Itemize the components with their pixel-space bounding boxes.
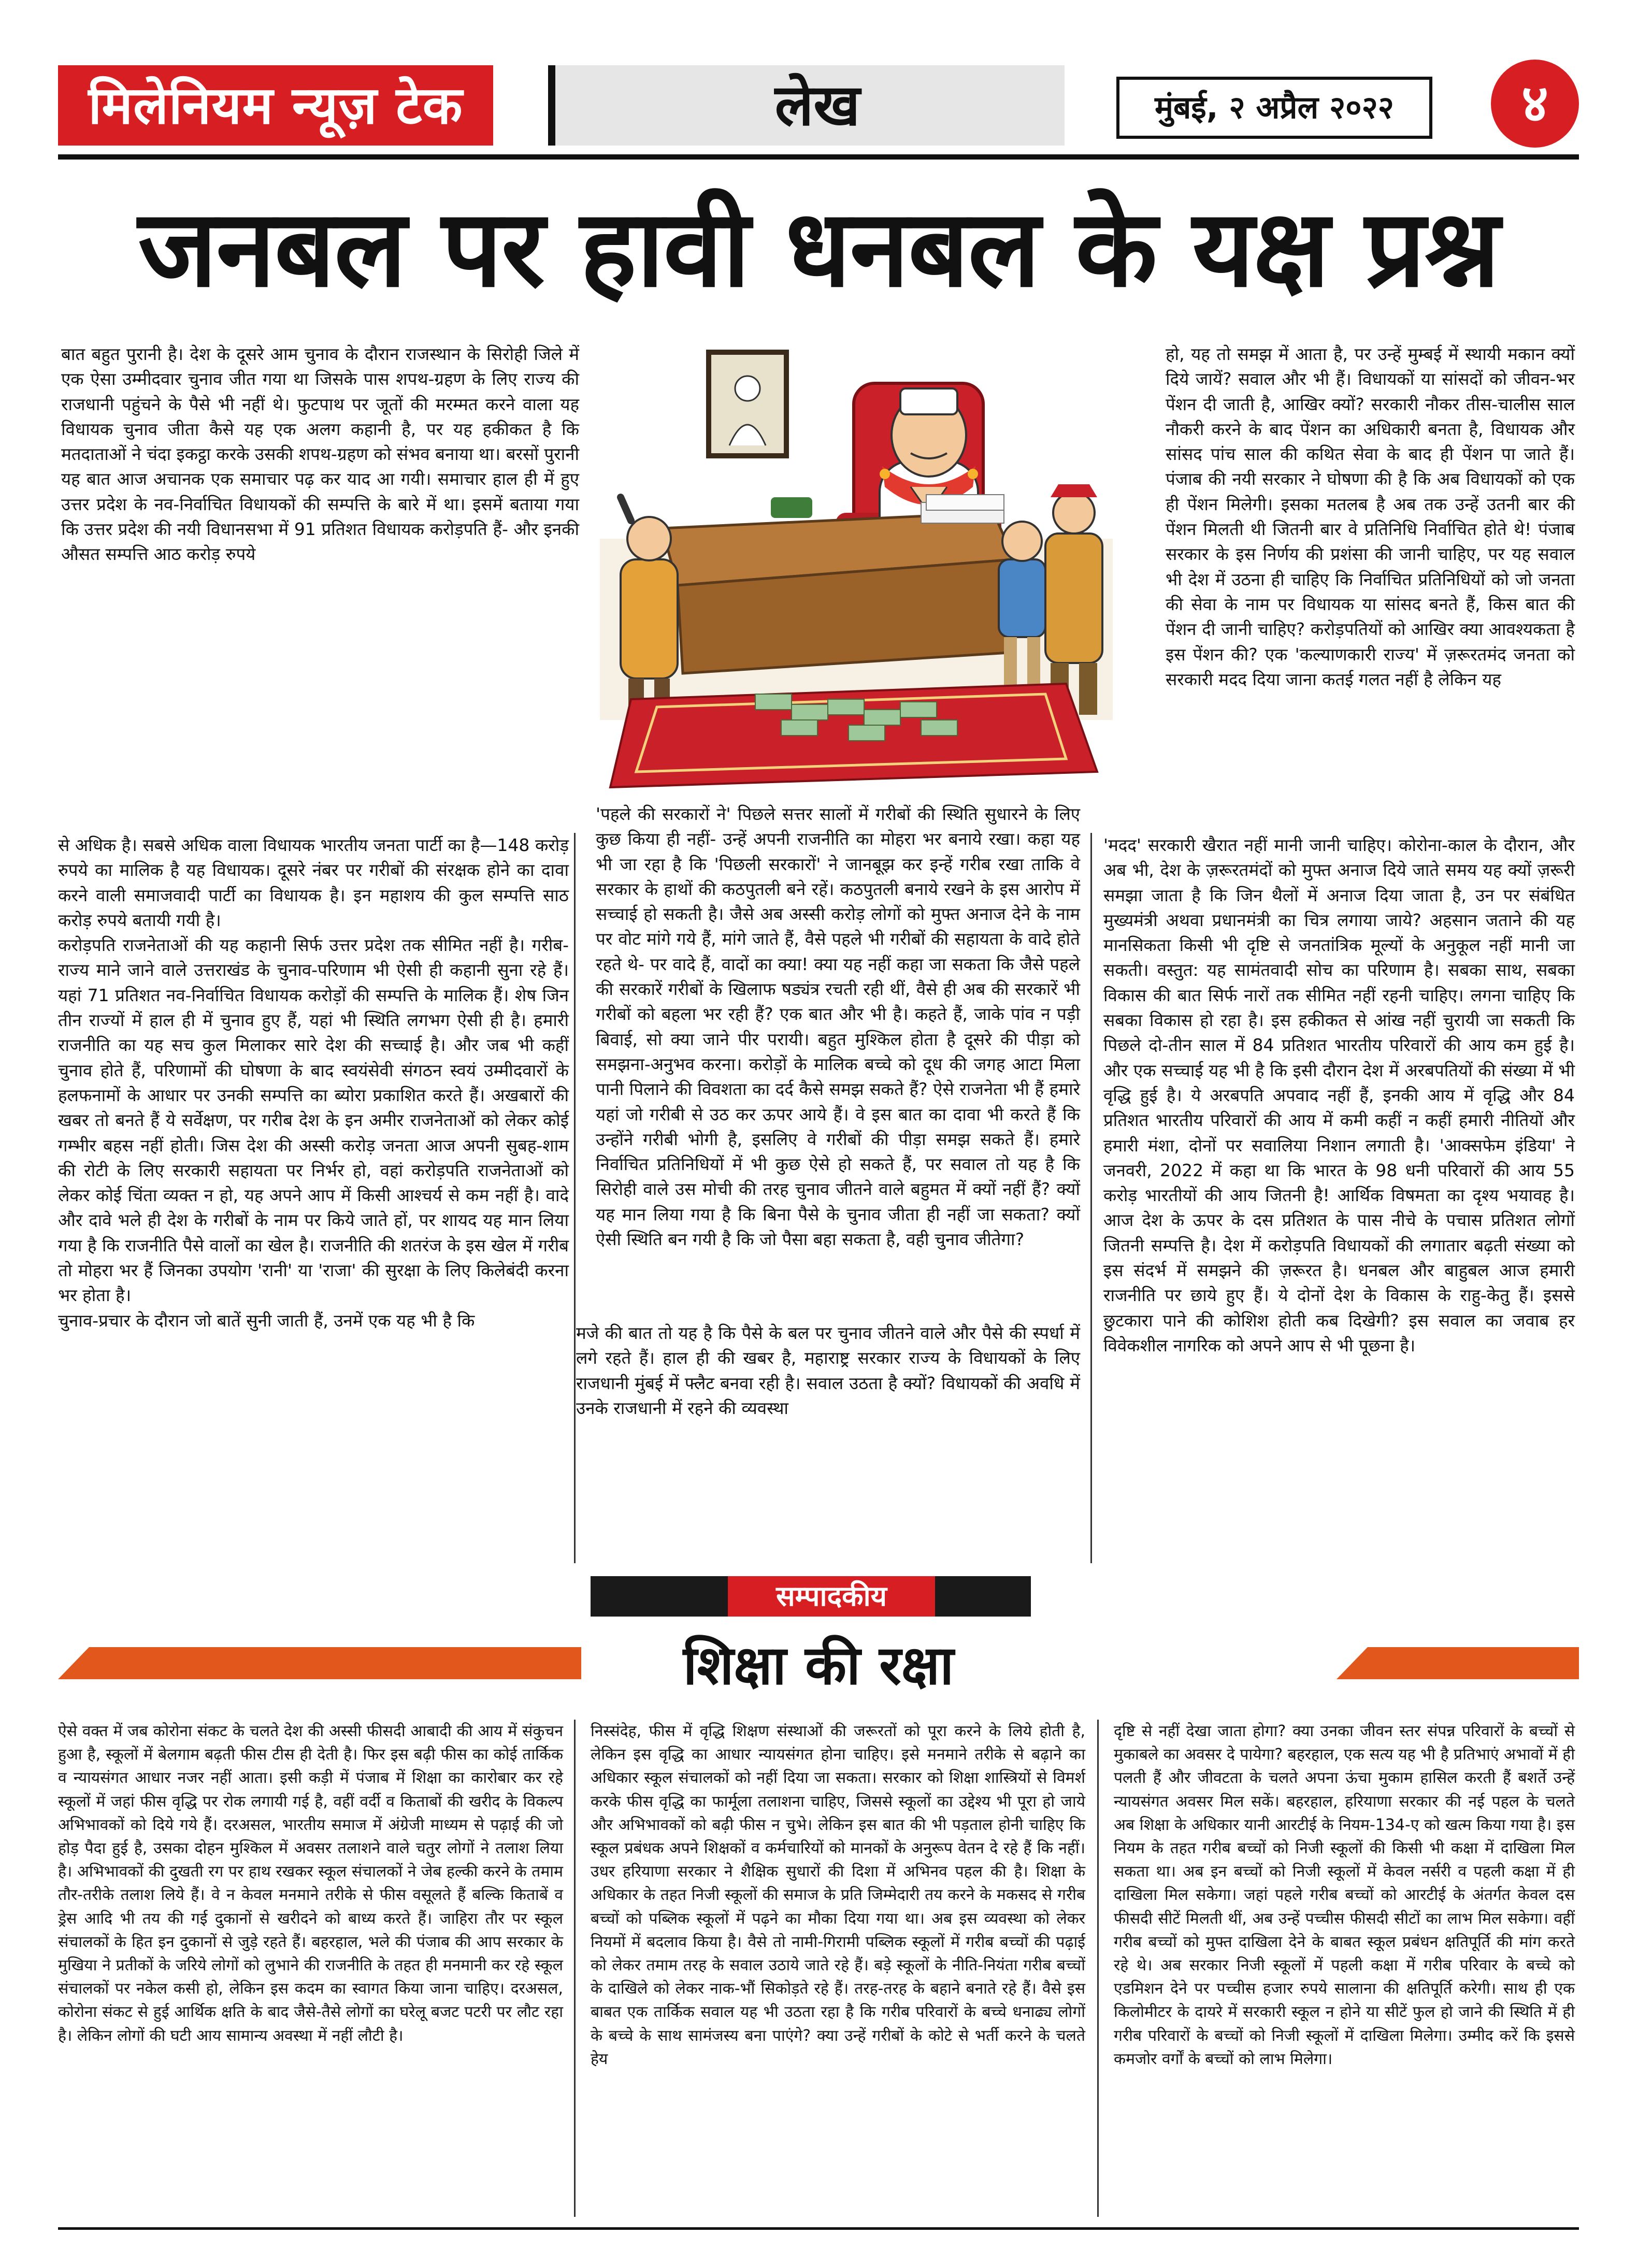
masthead-rule	[58, 154, 1579, 160]
editorial-paragraph: ऐसे वक्त में जब कोरोना संकट के चलते देश की अस्सी फीसदी आबादी की आय में संकुचन हुआ है, स्कूलों में बेलगाम बढ़ती फीस टीस ही देती है। फिर इस बढ़ी फीस का कोई तार्किक व न्यायसंगत आधार नजर नहीं आता। इसी कड़ी में पंजाब में शिक्षा का कारोबार कर रहे स्कूलों में जहां फीस वृद्धि पर रोक लगायी गई है, वहीं वर्दी व किताबों की खरीद के विकल्प अभिभावकों को दिये गये हैं। दरअसल, भारतीय समाज में अंग्रेजी माध्यम से पढ़ाई की जो होड़ पैदा हुई है, उसका दोहन मुश्किल में अवसर तलाशने वाले चतुर लोगों ने तलाश लिया है। अभिभावकों की दुखती रग पर हाथ रखकर स्कूल संचालकों ने जेब हल्की करने के तमाम तौर-तरीके तलाश लिये हैं। वे न केवल मनमाने तरीके से फीस वसूलते हैं बल्कि किताबें व ड्रेस आदि भी तय की गई दुकानों से खरीदने को बाध्य करते हैं। जाहिरा तौर पर स्कूल संचालकों के हित इन दुकानों से जुड़े रहते हैं। बहरहाल, भले की पंजाब की आप सरकार के मुखिया ने प्रतीकों के जरिये लोगों को लुभाने की राजनीति के तहत ही मनमानी कर रहे स्कूल संचालकों पर नकेल कसी हो, लेकिन इस कदम का स्वागत किया जाना चाहिए। दरअसल, कोरोना संकट से हुई आर्थिक क्षति के बाद जैसे-तैसे लोगों का घरेलू बजट पटरी पर लौट रहा है। लेकिन लोगों की घटी आय सामान्य अवस्था में नहीं लौटी है।	[58, 1722, 563, 2045]
article-paragraph: हो, यह तो समझ में आता है, पर उन्हें मुम्बई में स्थायी मकान क्यों दिये जायें? सवाल और भी हैं। विधायकों या सांसदों को जीवन-भर पेंशन दी जाती है, आखिर क्यों? सरकारी नौकर तीस-चालीस साल नौकरी करने के बाद पेंशन का अधिकारी बनता है, विधायक और सांसद पांच साल की कथित सेवा के बाद ही पेंशन पा जाते हैं। पंजाब की नयी सरकार ने घोषणा की है कि अब विधायकों को एक ही पेंशन मिलेगी। इसका मतलब है अब तक उन्हें उतनी बार की पेंशन मिलती थी जितनी बार वे प्रतिनिधि निर्वाचित होते थे! पंजाब सरकार के इस निर्णय की प्रशंसा की जानी चाहिए, पर यह सवाल भी देश में उठना ही चाहिए कि निर्वाचित प्रतिनिधियों को जो जनता की सेवा के नाम पर विधायक या सांसद बनते हैं, किस बात की पेंशन दी जानी चाहिए? करोड़पतियों को आखिर क्या आवश्यकता है इस पेंशन की? एक 'कल्याणकारी राज्य' में ज़रूरतमंद जनता को सरकारी मदद दिया जाना कतई गलत नहीं है लेकिन यह	[1166, 344, 1575, 689]
article-column-1-top	[61, 342, 579, 567]
page-number: ४	[1491, 60, 1579, 148]
wall-portrait	[709, 352, 786, 456]
article-paragraph: 'पहले की सरकारों ने' पिछले सत्तर सालों में गरीबों की स्थिति सुधारने के लिए कुछ किया ही नहीं- उन्हें अपनी राजनीति का मोहरा भर बनाये रखा। कहा यह भी जा रहा है कि 'पिछली सरकारों' ने जानबूझ कर इन्हें गरीब रखा ताकि वे सरकार के हाथों की कठपुतली बने रहें। कठपुतली बनाये रखने के इस आरोप में सच्चाई हो सकती है। जैसे अब अस्सी करोड़ लोगों को मुफ्त अनाज देने के नाम पर वोट मांगे गये हैं, मांगे जाते हैं, वैसे पहले भी गरीबों की सहायता के वादे होते रहते थे- पर वादे हैं, वादों का क्या! क्या यह नहीं कहा जा सकता कि जैसे पहले की सरकारें गरीबों के खिलाफ षड्यंत्र रचती रही थीं, वैसे ही अब की सरकारें भी गरीबों को बहला भर रही हैं? एक बात और भी है। कहते हैं, जाके पांव न पड़ी बिवाई, सो क्या जाने पीर परायी। बहुत मुश्किल होता है दूसरे की पीड़ा को समझना-अनुभव करना। करोड़ों के मालिक बच्चे को दूध की जगह आटा मिला पानी पिलाने की विवशता का दर्द कैसे समझ सकते हैं? ऐसे राजनेता भी हैं हमारे यहां जो गरीबी से उठ कर ऊपर आये हैं। वे इस बात का दावा भी करते हैं कि उन्होंने गरीबी भोगी है, इसलिए वे गरीबों की पीड़ा समझ सकते हैं। हमारे निर्वाचित प्रतिनिधियों में भी कुछ ऐसे हो सकते हैं, पर सवाल तो यह है कि सिरोही वाले उस मोची की तरह चुनाव जीतने वाले बहुमत में क्यों नहीं हैं? क्यों यह मान लिया गया है कि बिना पैसे के चुनाव जीता ही नहीं जा सकता? क्यों ऐसी स्थिति बन गयी है कि जो पैसा बहा सकता है, वही चुनाव जीतेगा?	[596, 804, 1080, 1250]
article-paragraph: करोड़पति राजनेताओं की यह कहानी सिर्फ उत्तर प्रदेश तक सीमित नहीं है। गरीब-राज्य माने जाने वाले उत्तराखंड के चुनाव-परिणाम भी ऐसी ही कहानी सुना रहे हैं। यहां 71 प्रतिशत नव-निर्वाचित विधायक करोड़ों की सम्पत्ति के मालिक हैं। शेष जिन तीन राज्यों में हाल ही में चुनाव हुए हैं, यहां भी स्थिति लगभग ऐसी ही है। हमारी राजनीति का यह सच कुल मिलाकर सारे देश की सच्चाई है। और जब भी कहीं चुनाव होते हैं, परिणामों की घोषणा के बाद स्वयंसेवी संगठन स्वयं उम्मीदवारों के हलफनामों के आधार पर उनकी सम्पत्ति का ब्योरा प्रकाशित करते हैं। अखबारों की खबर तो बनते हैं ये सर्वेक्षण, पर गरीब देश के इन अमीर राजनेताओं को लेकर कोई गम्भीर बहस नहीं होती। जिस देश की अस्सी करोड़ जनता आज अपनी सुबह-शाम की रोटी के लिए सरकारी सहायता पर निर्भर हो, वहां करोड़पति राजनेताओं को लेकर कोई चिंता व्यक्त न हो, यह अपने आप में किसी आश्चर्य से कम नहीं है। वादे और दावे भले ही देश के गरीबों के नाम पर किये जाते हों, पर शायद यह मान लिया गया है कि राजनीति पैसे वालों का खेल है। राजनीति की शतरंज के इस खेल में गरीब तो मोहरा भर हैं जिनका उपयोग 'रानी' या 'राजा' की सुरक्षा के लिए किलेबंदी करना भर होता है।	[58, 935, 569, 1306]
article-column-3-top	[1166, 342, 1575, 692]
article-headline: जनबल पर हावी धनबल के यक्ष प्रश्न	[138, 186, 1499, 311]
editorial-column-2	[591, 1720, 1085, 2071]
editorial-column-1	[58, 1720, 563, 2047]
red-carpet-with-money	[610, 684, 1097, 787]
editorial-paragraph: दृष्टि से नहीं देखा जाता होगा? क्या उनका जीवन स्तर संपन्न परिवारों के बच्चों से मुकाबले का अवसर दे पायेगा? बहरहाल, एक सत्य यह भी है प्रतिभाएं अभावों में ही पलती हैं और जीवटता के चलते अपना ऊंचा मुकाम हासिल करती हैं बशर्ते उन्हें न्यायसंगत अवसर मिल सकें। बहरहाल, हरियाणा सरकार की नई पहल के चलते अब शिक्षा के अधिकार यानी आरटीई के नियम-134-ए को खत्म किया गया है। इस नियम के तहत गरीब बच्चों को निजी स्कूलों की किसी भी कक्षा में दाखिला मिल सकता था। अब इन बच्चों को निजी स्कूलों में केवल नर्सरी व पहली कक्षा में ही दाखिला मिल सकेगा। जहां पहले गरीब बच्चों को आरटीई के अंतर्गत केवल दस फीसदी सीटें मिलती थीं, अब उन्हें पच्चीस फीसदी सीटों का लाभ मिल सकेगा। वहीं गरीब बच्चों को मुफ्त दाखिला देने के बाबत स्कूल प्रबंधन क्षतिपूर्ति की मांग करते रहे थे। अब सरकार निजी स्कूलों में पहली कक्षा में गरीब परिवार के बच्चे को एडमिशन देने पर पच्चीस हजार रुपये सालाना की क्षतिपूर्ति करेगी। साथ ही एक किलोमीटर के दायरे में सरकारी स्कूल न होने या सीटें फुल हो जाने की स्थिति में ही गरीब परिवारों के बच्चों को निजी स्कूलों में दाखिला मिलेगा। उम्मीद करें कि इससे कमजोर वर्गों के बच्चों को लाभ मिलेगा।	[1114, 1722, 1575, 2068]
column-divider	[1097, 1720, 1099, 2217]
brand-name: मिलेनियम न्यूज़ टेक	[88, 75, 463, 136]
editorial-bar-left	[58, 1647, 581, 1679]
article-paragraph: से अधिक है। सबसे अधिक वाला विधायक भारतीय जनता पार्टी का है—148 करोड़ रुपये का मालिक है यह विधायक। दूसरे नंबर पर गरीबों की संरक्षक होने का दावा करने वाली समाजवादी पार्टी का विधायक है। इन महाशय की कुल सम्पत्ति साठ करोड़ रुपये बतायी गयी है।	[58, 835, 569, 930]
article-column-2	[596, 802, 1080, 1252]
editorial-title: शिक्षा की रक्षा	[683, 1634, 954, 1697]
article-paragraph: बात बहुत पुरानी है। देश के दूसरे आम चुनाव के दौरान राजस्थान के सिरोही जिले में एक ऐसा उम्मीदवार चुनाव जीत गया था जिसके पास शपथ-ग्रहण के लिए राज्य की राजधानी पहुंचने के पैसे भी नहीं थे। फुटपाथ पर जूतों की मरम्मत करने वाला यह विधायक चुनाव जीता कैसे यह एक अलग कहानी है, पर यह हकीकत है कि मतदाताओं ने चंदा इकट्ठा करके उसकी शपथ-ग्रहण को संभव बनाया था। बरसों पुरानी यह बात आज अचानक एक समाचार पढ़ कर याद आ गयी। समाचार हाल ही में हुए उत्तर प्रदेश के नव-निर्वाचित विधायकों की सम्पत्ति के बारे में था। इसमें बताया गया कि उत्तर प्रदेश की नयी विधानसभा में 91 प्रतिशत विधायक करोड़पति हैं- और इनकी औसत सम्पत्ति आठ करोड़ रुपये	[61, 344, 579, 565]
section-name: लेख	[774, 72, 860, 138]
edition-date: मुंबई, २ अप्रैल २०२२	[1116, 77, 1432, 139]
bottom-rule	[58, 2227, 1579, 2230]
article-paragraph: 'मदद' सरकारी खैरात नहीं मानी जानी चाहिए। कोरोना-काल के दौरान, और अब भी, देश के ज़रूरतमंदों को मुफ्त अनाज दिये जाते समय यह क्यों ज़रूरी समझा जाता है कि जिन थैलों में अनाज दिया जाता है, उन पर संबंधित मुख्यमंत्री अथवा प्रधानमंत्री का चित्र लगाया जाये? अहसान जताने की यह मानसिकता किसी भी दृष्टि से जनतांत्रिक मूल्यों के अनुकूल नहीं मानी जा सकती। वस्तुत: यह सामंतवादी सोच का परिणाम है। सबका साथ, सबका विकास की बात सिर्फ नारों तक सीमित नहीं रहनी चाहिए। लगना चाहिए कि सबका विकास हो रहा है। इस हकीकत से आंख नहीं चुरायी जा सकती कि पिछले दो-तीन साल में 84 प्रतिशत भारतीय परिवारों की आय कम हुई है। और एक सच्चाई यह भी है कि इसी दौरान देश में अरबपतियों की संख्या में भी वृद्धि हुई है। ये अरबपति अपवाद नहीं हैं, इनकी आय में वृद्धि और 84 प्रतिशत भारतीय परिवारों की आय में कमी कहीं न कहीं हमारी नीतियों और हमारी मंशा, दोनों पर सवालिया निशान लगाती है। 'आक्सफेम इंडिया' ने जनवरी, 2022 में कहा था कि भारत के 98 धनी परिवारों की आय 55 करोड़ भारतीयों की आय जितनी है! आर्थिक विषमता का दृश्य भयावह है। आज देश के ऊपर के दस प्रतिशत के पास नीचे के पचास प्रतिशत लोगों जितनी सम्पत्ति है। देश में करोड़पति विधायकों की लगातार बढ़ती संख्या को इस संदर्भ में समझने की ज़रूरत है। धनबल और बाहुबल आज हमारी राजनीति पर छाये हुए हैं। ये दोनों देश के विकास के राहु-केतु हैं। इससे छुटकारा पाने की कोशिश होती कब दिखेगी? इस सवाल का जवाब हर विवेकशील नागरिक को अपने आप से भी पूछना है।	[1103, 835, 1575, 1355]
political-cartoon	[600, 342, 1113, 792]
column-divider	[574, 833, 576, 1563]
editorial-bar-right	[1337, 1647, 1579, 1679]
editorial-paragraph: निस्संदेह, फीस में वृद्धि शिक्षण संस्थाओं की जरूरतों को पूरा करने के लिये होती है, लेकिन इस वृद्धि का आधार न्यायसंगत होना चाहिए। इसे मनमाने तरीके से बढ़ाने का अधिकार स्कूल संचालकों को नहीं दिया जा सकता। सरकार को शिक्षा शास्त्रियों से विमर्श करके फीस वृद्धि का फार्मूला तलाशना चाहिए, जिससे स्कूलों का उद्देश्य भी पूरा हो जाये और अभिभावकों को बढ़ी फीस न चुभे। लेकिन इस बात की भी पड़ताल होनी चाहिए कि स्कूल प्रबंधक अपने शिक्षकों व कर्मचारियों को मानकों के अनुरूप वेतन दे रहे हैं कि नहीं। उधर हरियाणा सरकार ने शैक्षिक सुधारों की दिशा में अभिनव पहल की है। शिक्षा के अधिकार के तहत निजी स्कूलों की समाज के प्रति जिम्मेदारी तय करने के मकसद से गरीब बच्चों को पब्लिक स्कूलों में पढ़ने का मौका दिया गया था। अब इस व्यवस्था को लेकर नियमों में बदलाव किया है। वैसे तो नामी-गिरामी पब्लिक स्कूलों में गरीब बच्चों की पढ़ाई को लेकर तमाम तरह के सवाल उठाये जाते रहे हैं। बड़े स्कूलों के नीति-नियंता गरीब बच्चों के दाखिले को लेकर नाक-भौं सिकोड़ते रहे हैं। तरह-तरह के बहाने बनाते रहे हैं। वैसे इस बाबत एक तार्किक सवाल यह भी उठता रहा है कि गरीब परिवारों के बच्चे धनाढ्य लोगों के बच्चे के साथ सामंजस्य बना पाएंगे? क्या उन्हें गरीबों के कोटे से भर्ती करने के चलते हेय	[591, 1722, 1085, 2068]
article-column-2-bottom	[576, 1321, 1080, 1421]
article-column-1-bottom	[58, 833, 569, 1333]
editorial-label: सम्पादकीय	[728, 1576, 935, 1617]
column-divider	[574, 1720, 576, 2217]
editorial-column-3	[1114, 1720, 1575, 2071]
article-paragraph: मजे की बात तो यह है कि पैसे के बल पर चुनाव जीतने वाले और पैसे की स्पर्धा में लगे रहते हैं। हाल ही की खबर है, महाराष्ट्र सरकार राज्य के विधायकों के लिए राजधानी मुंबई में फ्लैट बनवा रही है। सवाल उठता है क्यों? विधायकों की अवधि में उनके राजधानी में रहने की व्यवस्था	[576, 1323, 1080, 1418]
article-column-3-bottom	[1103, 833, 1575, 1358]
article-paragraph: चुनाव-प्रचार के दौरान जो बातें सुनी जाती हैं, उनमें एक यह भी है कि	[58, 1310, 475, 1331]
column-divider	[1090, 833, 1092, 1563]
